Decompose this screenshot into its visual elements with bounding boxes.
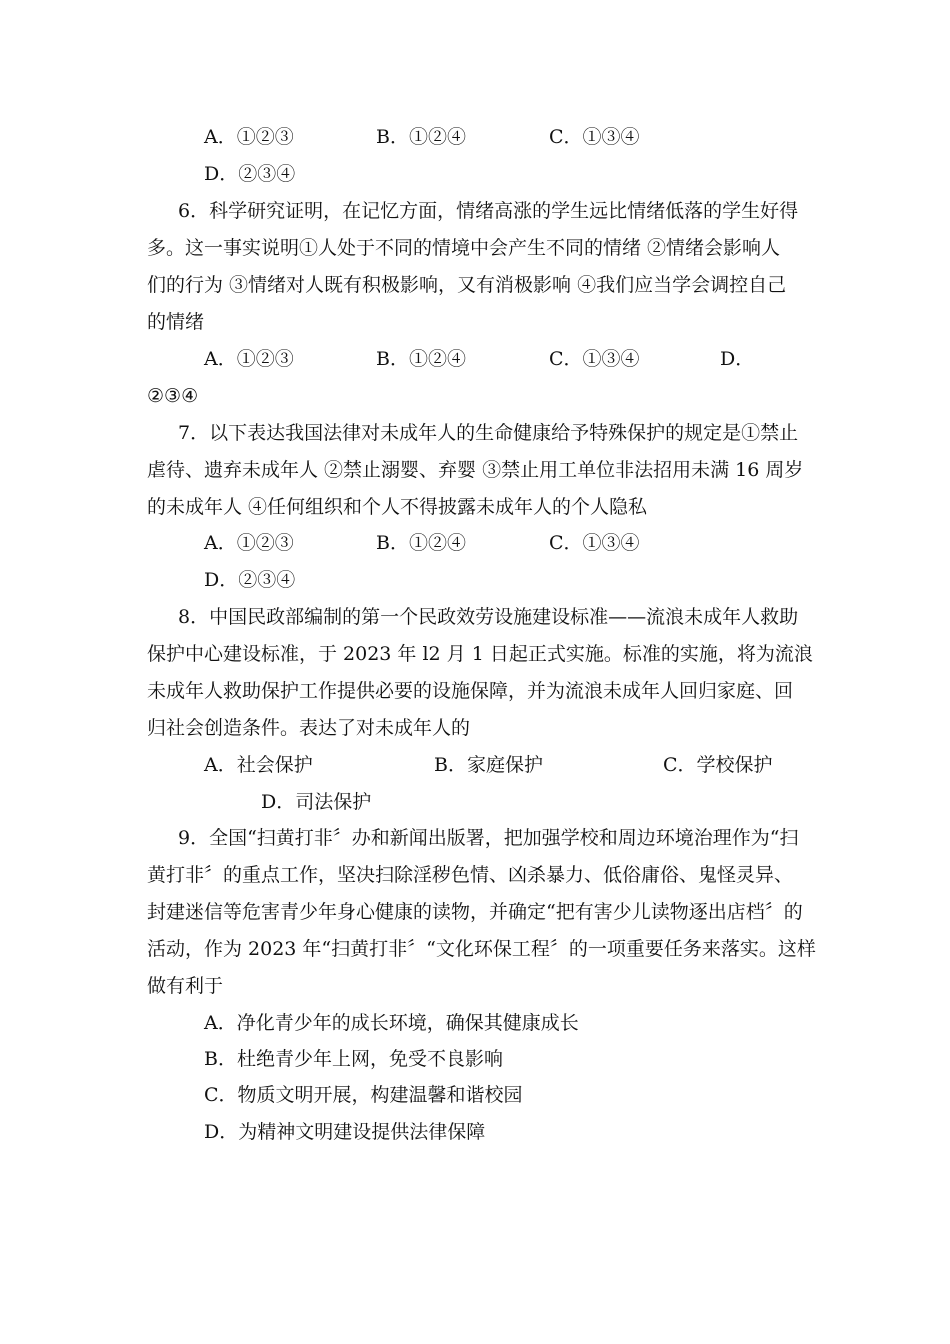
q6-option-c: C．①③④ bbox=[549, 348, 640, 370]
q5-option-b: B．①②④ bbox=[376, 126, 466, 148]
q7-stem-line-1: 7．以下表达我国法律对未成年人的生命健康给予特殊保护的规定是①禁止 bbox=[178, 422, 799, 444]
q8-stem-line-2: 保护中心建设标准，于 2023 年 l2 月 1 日起正式实施。标准的实施，将为流浪 bbox=[147, 643, 813, 665]
q8-stem-line-1: 8．中国民政部编制的第一个民政效劳设施建设标准——流浪未成年人救助 bbox=[178, 606, 799, 628]
q7-option-b: B．①②④ bbox=[376, 532, 466, 554]
q9-option-d: D．为精神文明建设提供法律保障 bbox=[204, 1121, 486, 1143]
q7-option-c: C．①③④ bbox=[549, 532, 640, 554]
q6-stem-line-4: 的情绪 bbox=[147, 311, 205, 333]
q9-option-b: B．杜绝青少年上网，免受不良影响 bbox=[204, 1048, 503, 1070]
q6-option-d-text: ②③④ bbox=[147, 385, 199, 407]
q7-stem-line-3: 的未成年人 ④任何组织和个人不得披露未成年人的个人隐私 bbox=[147, 496, 648, 518]
q5-option-c: C．①③④ bbox=[549, 126, 640, 148]
q8-option-d: D．司法保护 bbox=[261, 791, 372, 813]
q6-stem-line-2: 多。这一事实说明①人处于不同的情境中会产生不同的情绪 ②情绪会影响人 bbox=[147, 237, 781, 259]
q8-option-c: C．学校保护 bbox=[663, 754, 773, 776]
q9-stem-line-5: 做有利于 bbox=[147, 975, 224, 997]
q8-stem-line-4: 归社会创造条件。表达了对未成年人的 bbox=[147, 717, 471, 739]
q9-stem-line-2: 黄打非〞的重点工作，坚决扫除淫秽色情、凶杀暴力、低俗庸俗、鬼怪灵异、 bbox=[147, 864, 794, 886]
q8-stem-line-3: 未成年人救助保护工作提供必要的设施保障，并为流浪未成年人回归家庭、回 bbox=[147, 680, 794, 702]
q5-option-d: D．②③④ bbox=[204, 163, 296, 185]
q7-option-a: A．①②③ bbox=[204, 532, 294, 554]
q9-stem-line-3: 封建迷信等危害青少年身心健康的读物，并确定“把有害少儿读物逐出店档〞的 bbox=[147, 901, 803, 923]
q6-stem-line-1: 6．科学研究证明，在记忆方面，情绪高涨的学生远比情绪低落的学生好得 bbox=[178, 200, 799, 222]
q7-stem-line-2: 虐待、遗弃未成年人 ②禁止溺婴、弃婴 ③禁止用工单位非法招用未满 16 周岁 bbox=[147, 459, 804, 481]
q8-option-b: B．家庭保护 bbox=[434, 754, 543, 776]
q9-stem-line-4: 活动，作为 2023 年“扫黄打非〞“文化环保工程〞的一项重要任务来落实。这样 bbox=[147, 938, 816, 960]
q6-option-a: A．①②③ bbox=[204, 348, 294, 370]
q9-stem-line-1: 9．全国“扫黄打非〞办和新闻出版署，把加强学校和周边环境治理作为“扫 bbox=[178, 827, 799, 849]
q9-option-c: C．物质文明开展，构建温馨和谐校园 bbox=[204, 1084, 523, 1106]
q6-stem-line-3: 们的行为 ③情绪对人既有积极影响，又有消极影响 ④我们应当学会调控自己 bbox=[147, 274, 787, 296]
q5-option-a: A．①②③ bbox=[204, 126, 294, 148]
q6-option-b: B．①②④ bbox=[376, 348, 466, 370]
q8-option-a: A．社会保护 bbox=[204, 754, 313, 776]
q7-option-d: D．②③④ bbox=[204, 569, 296, 591]
q6-option-d-label: D． bbox=[720, 348, 755, 370]
q9-option-a: A．净化青少年的成长环境，确保其健康成长 bbox=[204, 1012, 579, 1034]
